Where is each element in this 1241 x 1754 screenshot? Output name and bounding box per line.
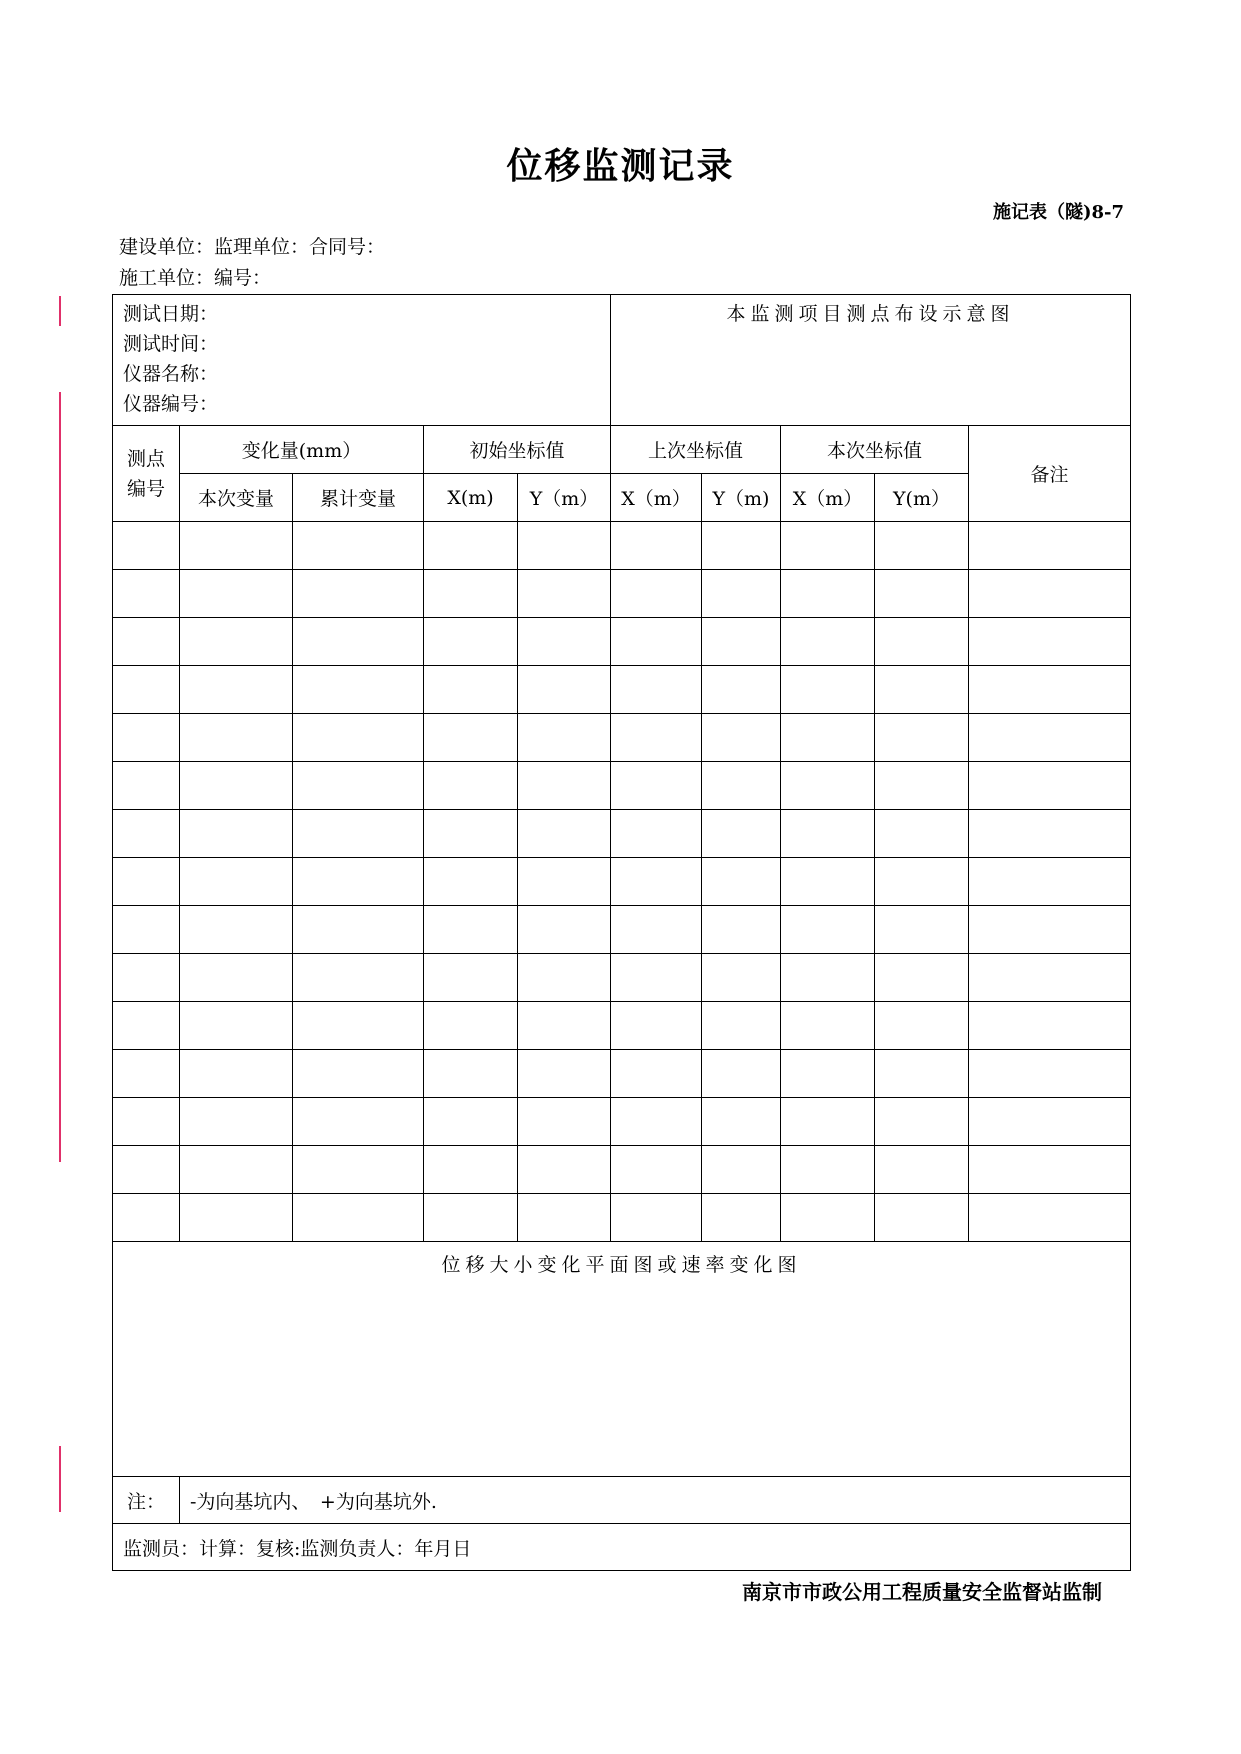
meta-line-1: 建设单位：监理单位：合同号： [119, 236, 386, 258]
table-cell[interactable] [180, 1002, 293, 1050]
table-cell[interactable] [611, 618, 702, 666]
table-cell[interactable] [424, 1002, 518, 1050]
table-cell[interactable] [424, 570, 518, 618]
table-cell[interactable] [180, 1098, 293, 1146]
table-cell[interactable] [293, 1050, 424, 1098]
previous-y-header: Y（m) [702, 474, 781, 522]
current-x-header: X（m） [781, 474, 875, 522]
table-row [113, 666, 1131, 714]
table-cell[interactable] [611, 666, 702, 714]
table-cell[interactable] [781, 570, 875, 618]
table-cell[interactable] [424, 1194, 518, 1242]
table-cell[interactable] [518, 906, 611, 954]
remarks-header: 备注 [969, 426, 1131, 522]
table-cell[interactable] [781, 666, 875, 714]
table-cell[interactable] [113, 954, 180, 1002]
issuer-footer: 南京市市政公用工程质量安全监督站监制 [742, 1580, 1102, 1604]
table-cell[interactable] [969, 1194, 1131, 1242]
table-row [113, 858, 1131, 906]
table-cell[interactable] [875, 1098, 969, 1146]
table-cell[interactable] [969, 714, 1131, 762]
table-cell[interactable] [875, 762, 969, 810]
table-cell[interactable] [293, 906, 424, 954]
table-cell[interactable] [113, 714, 180, 762]
info-row [113, 295, 1131, 426]
table-cell[interactable] [293, 1002, 424, 1050]
table-cell[interactable] [518, 522, 611, 570]
table-cell[interactable] [518, 954, 611, 1002]
record-table [112, 294, 1131, 1571]
table-cell[interactable] [702, 858, 781, 906]
table-cell[interactable] [969, 666, 1131, 714]
table-cell[interactable] [969, 522, 1131, 570]
margin-mark [59, 1446, 61, 1512]
initial-coord-header: 初始坐标值 [424, 426, 611, 474]
table-cell[interactable] [611, 1098, 702, 1146]
table-cell[interactable] [518, 1050, 611, 1098]
table-row [113, 1002, 1131, 1050]
margin-mark [59, 392, 61, 1162]
table-cell[interactable] [113, 1146, 180, 1194]
table-row [113, 1050, 1131, 1098]
table-cell[interactable] [781, 618, 875, 666]
table-cell[interactable] [113, 522, 180, 570]
change-current-header: 本次变量 [180, 474, 293, 522]
table-cell[interactable] [781, 954, 875, 1002]
table-cell[interactable] [180, 1050, 293, 1098]
table-cell[interactable] [875, 810, 969, 858]
table-cell[interactable] [293, 570, 424, 618]
table-cell[interactable] [781, 1002, 875, 1050]
table-cell[interactable] [113, 618, 180, 666]
table-cell[interactable] [702, 714, 781, 762]
current-y-header: Y(m） [875, 474, 969, 522]
table-cell[interactable] [113, 1050, 180, 1098]
table-cell[interactable] [424, 666, 518, 714]
table-cell[interactable] [424, 618, 518, 666]
table-cell[interactable] [611, 906, 702, 954]
table-cell[interactable] [875, 522, 969, 570]
table-cell[interactable] [424, 954, 518, 1002]
table-cell[interactable] [611, 714, 702, 762]
change-cumulative-header: 累计变量 [293, 474, 424, 522]
table-cell[interactable] [113, 1098, 180, 1146]
table-cell[interactable] [424, 1146, 518, 1194]
table-cell[interactable] [611, 1194, 702, 1242]
table-row [113, 714, 1131, 762]
table-row [113, 522, 1131, 570]
table-cell[interactable] [293, 1098, 424, 1146]
table-cell[interactable] [293, 858, 424, 906]
previous-x-header: X（m） [611, 474, 702, 522]
point-layout-diagram-area[interactable] [611, 295, 1131, 426]
table-cell[interactable] [611, 1146, 702, 1194]
instrument-no-label: 仪器编号： [123, 393, 219, 415]
meta-line-2: 施工单位：编号： [119, 267, 272, 289]
table-cell[interactable] [113, 858, 180, 906]
table-cell[interactable] [781, 858, 875, 906]
table-cell[interactable] [180, 1146, 293, 1194]
table-cell[interactable] [180, 666, 293, 714]
signature-row [113, 1524, 1131, 1571]
instrument-name-label: 仪器名称： [123, 363, 219, 385]
table-cell[interactable] [969, 570, 1131, 618]
previous-coord-header: 上次坐标值 [611, 426, 781, 474]
table-cell[interactable] [969, 810, 1131, 858]
table-cell[interactable] [702, 1098, 781, 1146]
table-cell[interactable] [113, 1002, 180, 1050]
table-cell[interactable] [518, 666, 611, 714]
table-cell[interactable] [518, 858, 611, 906]
table-cell[interactable] [424, 1098, 518, 1146]
point-no-header [113, 426, 180, 522]
table-cell[interactable] [518, 762, 611, 810]
change-header: 变化量(mm） [180, 426, 424, 474]
table-cell[interactable] [969, 1098, 1131, 1146]
table-cell[interactable] [702, 762, 781, 810]
form-number: 施记表（隧)8-7 [992, 202, 1124, 223]
margin-mark [59, 296, 61, 326]
table-cell[interactable] [518, 618, 611, 666]
table-cell[interactable] [518, 1002, 611, 1050]
note-row [113, 1477, 1131, 1524]
note-label: 注： [113, 1477, 180, 1524]
table-cell[interactable] [293, 1146, 424, 1194]
table-cell[interactable] [113, 762, 180, 810]
table-cell[interactable] [875, 666, 969, 714]
table-row [113, 618, 1131, 666]
table-row [113, 810, 1131, 858]
table-cell[interactable] [424, 762, 518, 810]
table-cell[interactable] [969, 762, 1131, 810]
table-cell[interactable] [611, 522, 702, 570]
table-row [113, 762, 1131, 810]
table-cell[interactable] [293, 666, 424, 714]
table-cell[interactable] [180, 570, 293, 618]
table-cell[interactable] [424, 714, 518, 762]
table-cell[interactable] [180, 1194, 293, 1242]
table-cell[interactable] [875, 1050, 969, 1098]
table-cell[interactable] [113, 1194, 180, 1242]
table-cell[interactable] [875, 906, 969, 954]
table-cell[interactable] [875, 618, 969, 666]
data-rows [113, 522, 1131, 1242]
table-cell[interactable] [702, 522, 781, 570]
table-row [113, 906, 1131, 954]
table-cell[interactable] [781, 762, 875, 810]
table-cell[interactable] [180, 810, 293, 858]
table-cell[interactable] [969, 1050, 1131, 1098]
table-cell[interactable] [781, 522, 875, 570]
table-cell[interactable] [113, 810, 180, 858]
table-cell[interactable] [424, 1050, 518, 1098]
test-date-label: 测试日期： [123, 303, 219, 325]
table-cell[interactable] [611, 570, 702, 618]
table-cell[interactable] [875, 714, 969, 762]
table-cell[interactable] [424, 858, 518, 906]
current-coord-header: 本次坐标值 [781, 426, 969, 474]
table-cell[interactable] [424, 810, 518, 858]
table-cell[interactable] [293, 714, 424, 762]
table-cell[interactable] [702, 810, 781, 858]
table-cell[interactable] [969, 954, 1131, 1002]
table-cell[interactable] [293, 762, 424, 810]
table-cell[interactable] [113, 666, 180, 714]
table-cell[interactable] [702, 1050, 781, 1098]
table-cell[interactable] [875, 1002, 969, 1050]
table-cell[interactable] [702, 1002, 781, 1050]
table-cell[interactable] [180, 954, 293, 1002]
test-time-label: 测试时间： [123, 333, 219, 355]
table-cell[interactable] [424, 906, 518, 954]
header-row-1 [113, 426, 1131, 474]
note-text: -为向基坑内、 +为向基坑外. [180, 1477, 1131, 1524]
table-cell[interactable] [611, 954, 702, 1002]
table-cell[interactable] [518, 1194, 611, 1242]
table-row [113, 954, 1131, 1002]
table-cell[interactable] [293, 810, 424, 858]
table-cell[interactable] [702, 1194, 781, 1242]
point-no-label-2: 编号 [126, 477, 165, 500]
table-cell[interactable] [702, 954, 781, 1002]
table-cell[interactable] [611, 810, 702, 858]
table-cell[interactable] [781, 810, 875, 858]
table-cell[interactable] [781, 1194, 875, 1242]
initial-x-header: X(m) [424, 474, 518, 522]
table-cell[interactable] [611, 858, 702, 906]
table-cell[interactable] [518, 1098, 611, 1146]
table-cell[interactable] [518, 714, 611, 762]
table-cell[interactable] [293, 1194, 424, 1242]
displacement-chart-area[interactable] [113, 1242, 1131, 1477]
table-cell[interactable] [702, 1146, 781, 1194]
table-cell[interactable] [180, 762, 293, 810]
table-cell[interactable] [611, 762, 702, 810]
table-cell[interactable] [875, 858, 969, 906]
table-cell[interactable] [518, 570, 611, 618]
table-cell[interactable] [113, 906, 180, 954]
table-cell[interactable] [781, 906, 875, 954]
table-cell[interactable] [293, 618, 424, 666]
table-cell[interactable] [293, 522, 424, 570]
table-cell[interactable] [113, 570, 180, 618]
page-title: 位移监测记录 [506, 145, 735, 187]
table-cell[interactable] [518, 810, 611, 858]
table-cell[interactable] [518, 1146, 611, 1194]
table-cell[interactable] [969, 858, 1131, 906]
test-info-cell [113, 295, 611, 426]
table-cell[interactable] [180, 858, 293, 906]
table-cell[interactable] [180, 618, 293, 666]
table-cell[interactable] [969, 1146, 1131, 1194]
point-no-label-1: 测点 [126, 447, 165, 470]
table-cell[interactable] [702, 618, 781, 666]
table-row [113, 570, 1131, 618]
table-cell[interactable] [875, 570, 969, 618]
table-row [113, 1098, 1131, 1146]
table-cell[interactable] [424, 522, 518, 570]
table-cell[interactable] [781, 1050, 875, 1098]
diagram-title: 本监测项目测点布设示意图 [726, 303, 1015, 325]
chart-row [113, 1242, 1131, 1477]
table-cell[interactable] [702, 666, 781, 714]
table-cell[interactable] [180, 522, 293, 570]
initial-y-header: Y（m） [518, 474, 611, 522]
table-cell[interactable] [875, 954, 969, 1002]
table-cell[interactable] [180, 906, 293, 954]
table-cell[interactable] [702, 570, 781, 618]
table-cell[interactable] [781, 1098, 875, 1146]
table-cell[interactable] [611, 1002, 702, 1050]
table-cell[interactable] [969, 906, 1131, 954]
table-row [113, 1194, 1131, 1242]
chart-area-title: 位移大小变化平面图或速率变化图 [441, 1254, 802, 1276]
table-cell[interactable] [969, 1002, 1131, 1050]
table-cell[interactable] [702, 906, 781, 954]
table-cell[interactable] [781, 714, 875, 762]
table-row [113, 1146, 1131, 1194]
table-cell[interactable] [180, 714, 293, 762]
table-cell[interactable] [611, 1050, 702, 1098]
table-cell[interactable] [875, 1146, 969, 1194]
table-cell[interactable] [969, 618, 1131, 666]
table-cell[interactable] [781, 1146, 875, 1194]
signature-line: 监测员：计算：复核:监测负责人：年月日 [113, 1524, 1131, 1571]
table-cell[interactable] [293, 954, 424, 1002]
table-cell[interactable] [875, 1194, 969, 1242]
